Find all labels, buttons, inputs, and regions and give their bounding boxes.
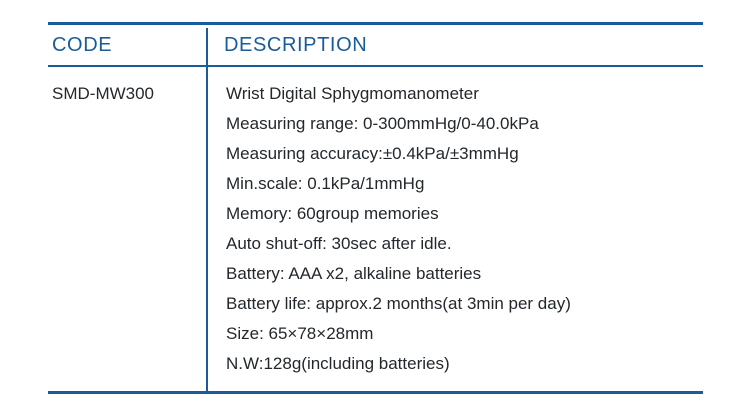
table-header-cell-description	[206, 34, 703, 57]
table-header-row	[48, 25, 703, 65]
table-row	[48, 67, 703, 391]
table-cell-code	[48, 67, 206, 367]
spec-line: Measuring range: 0-300mmHg/0-40.0kPa	[226, 114, 539, 133]
spec-line: Measuring accuracy:±0.4kPa/±3mmHg	[226, 144, 519, 163]
spec-line: Min.scale: 0.1kPa/1mmHg	[226, 174, 425, 193]
spec-line: N.W:128g(including batteries)	[226, 354, 450, 373]
product-code: SMD-MW300	[52, 84, 155, 103]
spec-line: Battery: AAA x2, alkaline batteries	[226, 264, 482, 283]
column-header-code: CODE	[52, 33, 113, 56]
table-bottom-border	[48, 391, 703, 394]
table-header-cell-code	[48, 34, 206, 57]
column-header-description: DESCRIPTION	[224, 33, 368, 56]
spec-line: Memory: 60group memories	[226, 204, 439, 223]
table-cell-description	[206, 67, 703, 391]
spec-line: Wrist Digital Sphygmomanometer	[226, 84, 479, 103]
spec-line: Auto shut-off: 30sec after idle.	[226, 234, 452, 253]
spec-line: Battery life: approx.2 months(at 3min per day)	[226, 294, 571, 313]
spec-line: Size: 65×78×28mm	[226, 324, 374, 343]
specification-table	[48, 22, 703, 394]
